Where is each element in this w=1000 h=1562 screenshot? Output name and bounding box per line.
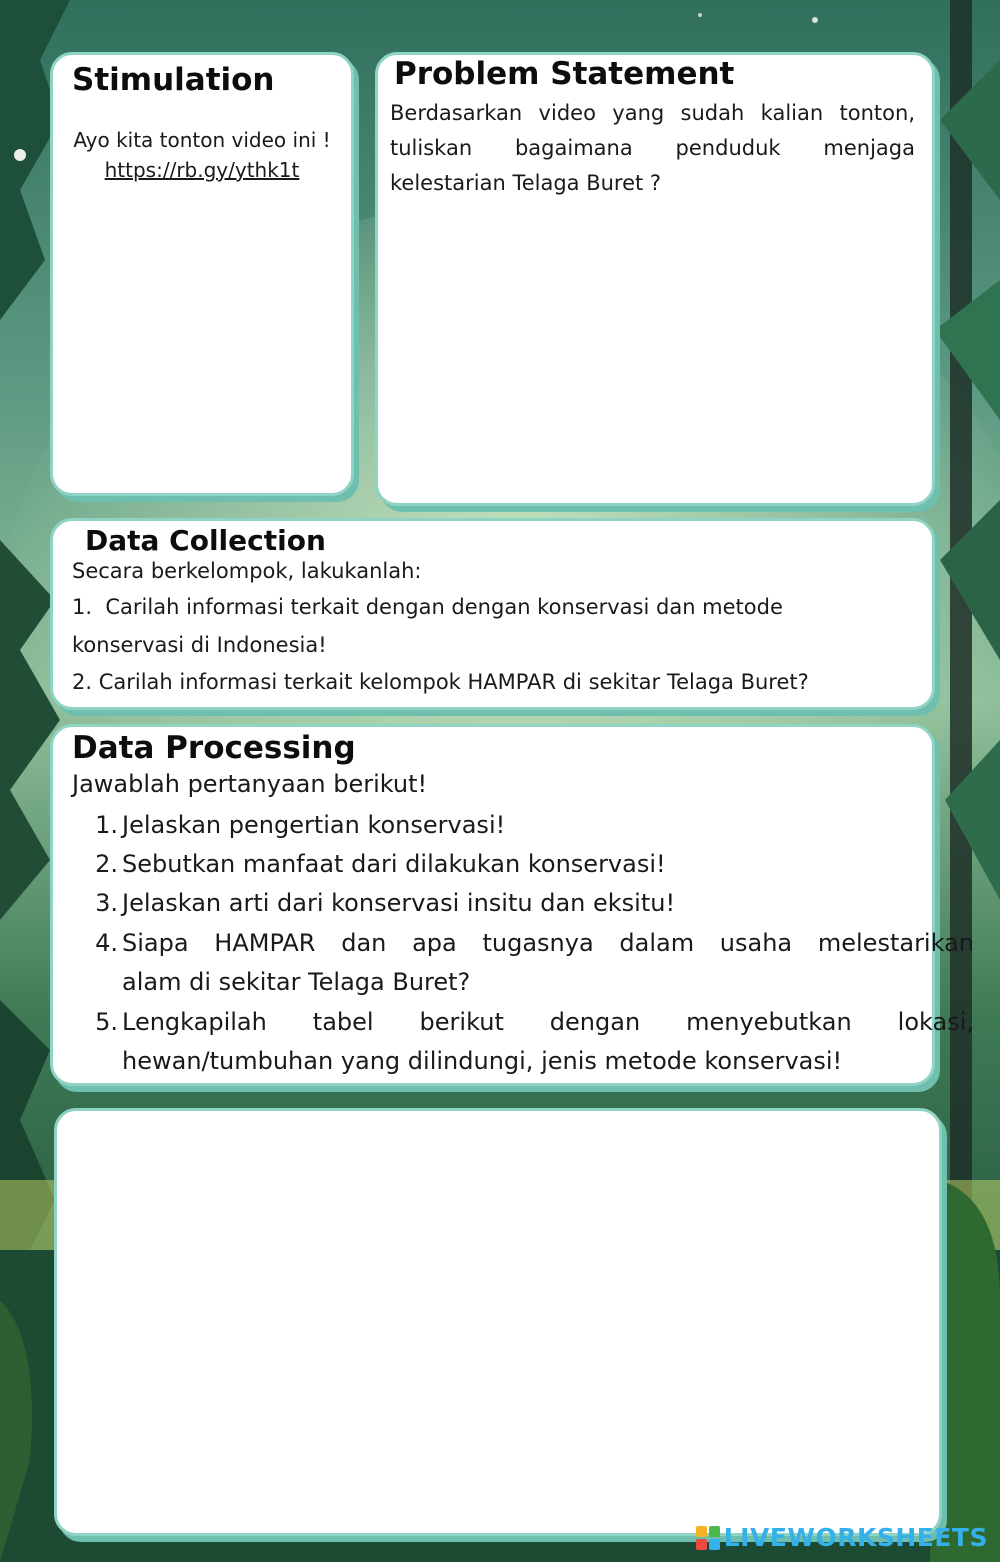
processing-item-5: [70, 1003, 974, 1081]
problem-line: kelestarian Telaga Buret ?: [390, 171, 662, 195]
data-collection-intro: Secara berkelompok, lakukanlah:: [72, 559, 422, 583]
data-collection-item-1: 1. Carilah informasi terkait dengan dengan konservasi dan metode: [72, 595, 783, 619]
item-number: 2.: [95, 850, 118, 878]
video-link[interactable]: https://rb.gy/ythk1t: [104, 158, 300, 182]
stimulation-card: [50, 52, 354, 496]
data-collection-title: Data Collection: [85, 524, 326, 557]
problem-statement-title: Problem Statement: [394, 56, 735, 92]
stimulation-text: Ayo kita tonton video ini !: [73, 128, 331, 152]
item-text: Lengkapilah tabel berikut dengan menyebutkan lokasi,: [122, 1008, 974, 1036]
item-text: hewan/tumbuhan yang dilindungi, jenis metode konservasi!: [122, 1047, 843, 1075]
data-collection-item-2: 2. Carilah informasi terkait kelompok HAMPAR di sekitar Telaga Buret?: [72, 670, 809, 694]
item-number: 1.: [95, 811, 118, 839]
item-number: 3.: [95, 889, 118, 917]
data-processing-title: Data Processing: [72, 730, 356, 766]
item-text: Siapa HAMPAR dan apa tugasnya dalam usaha melestarikan: [122, 929, 974, 957]
data-collection-item-1-cont: konservasi di Indonesia!: [72, 633, 327, 657]
processing-item-4: [70, 924, 974, 1002]
item-text: Jelaskan arti dari konservasi insitu dan eksitu!: [122, 889, 676, 917]
problem-line: Berdasarkan video yang sudah kalian tonton,: [390, 101, 915, 125]
problem-line: tuliskan bagaimana penduduk menjaga: [390, 136, 915, 160]
processing-item-2: [70, 845, 974, 884]
item-number: 4.: [95, 929, 118, 957]
stimulation-title: Stimulation: [72, 62, 275, 98]
answer-table-area[interactable]: [54, 1108, 942, 1536]
data-processing-intro: Jawablah pertanyaan berikut!: [72, 770, 428, 798]
item-text: Sebutkan manfaat dari dilakukan konservasi!: [122, 850, 666, 878]
item-text: Jelaskan pengertian konservasi!: [122, 811, 506, 839]
liveworksheets-logo-icon: [696, 1526, 720, 1550]
problem-statement-text: [390, 96, 915, 201]
processing-item-3: [70, 884, 974, 923]
item-number: 5.: [95, 1008, 118, 1036]
item-text: alam di sekitar Telaga Buret?: [122, 968, 471, 996]
liveworksheets-watermark: [696, 1523, 988, 1552]
watermark-text: LIVEWORKSHEETS: [723, 1523, 988, 1552]
processing-item-1: [70, 806, 974, 845]
